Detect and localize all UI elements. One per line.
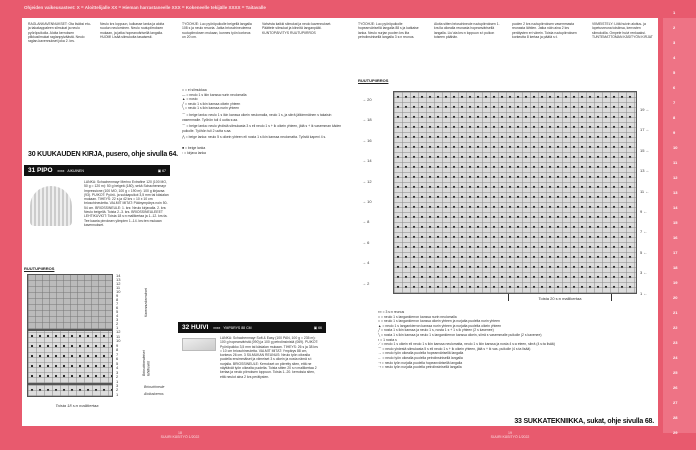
ruler-mark: 22	[673, 325, 678, 330]
ruler-mark: 19	[673, 280, 678, 285]
section-label: Brioschineuleiset lehtikuviot	[142, 350, 151, 376]
huivi-instructions: LANKA: Schachenmayr Soft & Easy (100 PAN, 100 g = 235 m): 100 g hopeanväristä (090) ja 100 g petrolinsinistä (069). PUIKOT: Pyöröpuikko 3,5 mm tai käsialan mukaan. TIHEYS: 26 s ja 38 krs = 10 cm brioschineuletta. VALMIT MITAT: Ympärys 88 cm, korkeus 26 cm. 3 SILMUKAN REUNUS: Neulo työn oikealla puolella ensimmäiset ja viimeiset 3 s oikein ja nosta nämä s:t nurjalla. BRIOSSINEULE: Kerrokset on piirretty siten, että ne näyttävät työn oikealta puolelta. Toista sitten 20 s:n mallikertaa 2 kertaa ja neulo piirroksen loppuun. Toista 1.-20. kerroksia siten, että neulot aina 2 krs perätysten.	[220, 336, 319, 379]
ruler-mark: 5	[673, 70, 676, 75]
photo-page: 66	[318, 325, 322, 330]
ruler-mark: 20	[673, 295, 678, 300]
text-column: TYÖOHJE: Luo pyöröpuikolle hopeanvärisellä langalla 88 s ja katkaise lanka. Neulo nurjan puolen krs ilta petrolinsinisellä langalla 3 s:n reunus.	[358, 22, 419, 39]
legend-item: ▲ = neulo 1 s langankierron kanssa nurin yhteen ja nurjalta puolelta oikein yhteen	[378, 323, 502, 328]
text-column: VIIMEISTELY: Liitä huivin aloitus- ja lopetusreuna toisiinsa, kerrosten silmukoilla. Ompele huivi renkaaksi. TUNTEMATTOMAN KÄSITYÖN KIRJAT	[592, 22, 653, 39]
text-column: Vahvista kaikki silmukat ja neulo kavennukset. Päättele silmukat ja kiinnitä langanpäät. KUNTOPÄIVITYS RUUTUPIIRROS	[262, 22, 332, 35]
page-footer: 18 SUURI KÄSITYÖ 1/2022	[160, 431, 200, 439]
legend-item: ⌒ = beige lanka: neulo yhdistä silmukasta 3 s eli neulo 1 s + ik oikein yhteen, jätä s + ik vasemman käden puikolle. Työhön tuli 2 uutta s:aa.	[182, 124, 342, 133]
text-column: Neulo krs loppuun, kulkasse lanka ja aloita ruudun neulominen. Neulo ruutupiirroksen mukaan, ja jatka hopeanvärisellä langalla. HUOM! Lisää silmukoita tasaisesti.	[100, 22, 165, 39]
size: YMPÄRYS 88 CM	[223, 326, 252, 330]
ruler-mark: 13	[673, 190, 678, 195]
p-tog-icon: ▲	[378, 323, 383, 328]
arrow-petrol-rs-icon: ←	[378, 355, 383, 360]
legend-item: ╲ = neulo 1 s ikin kanssa nurin yhteen	[182, 106, 239, 111]
huivi-title: 32 HUIVI	[182, 324, 209, 331]
ruler-mark: 11	[673, 160, 678, 165]
edge-stitch-icon: ▪▪▪	[378, 310, 383, 314]
legend-item: ⌒ = neulo yhdestä silmukasta 5 s eli neulo 1 s + ik oikein yhteen, jätä s + ik vas. puikolle (4 s:ta lisää)	[378, 346, 531, 351]
brioche-chart	[27, 384, 113, 397]
chart-title: RUUTUPIIRROS	[358, 78, 389, 83]
pipo-title-bar	[24, 165, 170, 176]
purl-icon: —	[182, 92, 187, 97]
legend-item: ⟋ = neulo 1 s oikein eli neulo 1 s ikin kanssa neulomatta, neulo 1 s ikin kanssa ja nosta 4 s:a eteen, siirrä (4 s:ta lisää)	[378, 342, 555, 347]
ruler-mark: 25	[673, 370, 678, 375]
difficulty-legend-band: Ohjeiden vaikeusasteet: X = Aloittelijalle XX = Hieman harrastaneelle XXX = Kokeneelle tekijälle XXXX = Taitavalle	[24, 5, 266, 10]
legend-item: ╲ = nosta 1 s ikin kanssa ja neulo 1 s langankierron kanssa oikein, siirrä s vasemmalle puikolle (2 s kavenee)	[378, 332, 542, 337]
ruler-mark: 23	[673, 340, 678, 345]
ruler-mark: 3	[673, 40, 676, 45]
legend-item: ⇢ = neulo työn nurjalla puolella hopeanvärisellä langalla	[378, 360, 463, 365]
ruler-mark: 18	[673, 265, 678, 270]
purl-icon: □	[378, 314, 381, 319]
ruler-mark: 21	[673, 310, 678, 315]
increase-icon: ⌒	[182, 112, 187, 117]
ruler-mark: 16	[673, 235, 678, 240]
p2tog-icon: ╲	[182, 106, 185, 111]
chart-legend	[378, 310, 650, 370]
arrow-silver-ws-icon: ⇢	[378, 360, 382, 365]
ruler-mark: 6	[673, 85, 676, 90]
row-numbers: 12 11 10 9 8 7 6 5 4 3 2 1	[116, 329, 121, 384]
ruler-mark: 1	[673, 10, 676, 15]
heading-33: 33 SUKKATEKNIIKKA, sukat, ohje sivulla 68.	[514, 418, 654, 425]
legend-item: ⌒ = beige lanka: neulo 1 s ikin kanssa oikein neulomalla, neulo 1 s, ja siirrä jälkimmäinen s takaisin vasemmalle. Työhön tuli 4 uutta s:aa.	[182, 112, 332, 122]
legend-item: □ = neulo 1 s langankierron kanssa oikein yhteen ja nurjalta puolelta nurin yhteen	[378, 319, 500, 324]
legend-item: □ = neulo 1 s langankierron kanssa nurin neulomalla	[378, 314, 457, 319]
difficulty: xxxx	[57, 169, 65, 173]
decrease-icon: ⋀	[182, 135, 186, 140]
legend-item: ▫ = kirjava lanka	[182, 150, 206, 155]
right-page	[348, 18, 658, 426]
section-label: Brioschineule	[144, 385, 165, 389]
legend-item: ▪▪▪ = 3 s:n reunus	[378, 310, 405, 314]
text-column: Aloita sitten brioschineule ruutupiirroksen 1. krs:lla oikealla reunasta hopeanvärisellä langalla. Liu'uta krs:n loppuun s:t puikon toiseen päähän.	[434, 22, 500, 39]
ruler-mark: 7	[673, 100, 676, 105]
ruler-mark: 2	[673, 25, 676, 30]
left-decrease-icon: ╲	[378, 332, 381, 337]
scarf-chart	[393, 91, 637, 294]
left-page	[22, 18, 348, 426]
legend-item: ← = neulo työn oikealla puolella petrolinsinisellä langalla	[378, 355, 463, 360]
legend-item: ╱ = neulo 1 s ikin kanssa oikein yhteen	[182, 101, 241, 106]
page-ruler	[663, 10, 696, 435]
cable-icon: ⟋	[378, 342, 382, 347]
arrow-silver-rs-icon: →	[378, 351, 383, 356]
ruler-mark: 15	[673, 220, 678, 225]
leaf-chart	[27, 330, 113, 384]
chart-title: RUUTUPIIRROS	[24, 266, 55, 271]
ruler-mark: 4	[673, 55, 676, 60]
slip-icon: ▪	[378, 337, 381, 342]
legend-item: □ = ei silmukkaa	[182, 88, 207, 92]
camera-icon: ▣	[157, 168, 162, 173]
camera-icon: ▣	[313, 325, 318, 330]
slip-icon: ▲	[182, 97, 187, 102]
ruler-mark: 24	[673, 355, 678, 360]
size: AIKUINEN	[67, 169, 84, 173]
page-footer: 19 SUURI KÄSITYÖ 1/2022	[490, 431, 530, 439]
photo-page: 67	[162, 168, 166, 173]
legend-item: ╱ = nosta 1 s ikin kanssa ja neulo 1 s, nosta 1 s + 1 s ik yhteen (2 s kavenee)	[378, 328, 494, 333]
increase-icon: ⌒	[378, 346, 383, 351]
ruler-mark: 12	[673, 175, 678, 180]
legend-item: ⋀ = beige lanka: neulo 5 s oikein yhteen eli nosta 1 s ikin kanssa neulomatta. Työstä kapeni 4 s.	[182, 135, 327, 140]
chart-legend	[182, 88, 342, 155]
empty-cell-icon: □	[182, 88, 185, 92]
ruler-mark: 8	[673, 115, 676, 120]
ruler-mark: 28	[673, 415, 678, 420]
difficulty: xxxx	[213, 326, 221, 330]
row-numbers-right: 19 ← 17 ← 15 ← 13 ← 11 ← 9 ← 7 ← 5 ← 3 ← 1 ←	[640, 107, 650, 296]
right-decrease-icon: ╱	[378, 328, 381, 333]
k-tog-icon: □	[378, 319, 381, 324]
ruler-mark: 27	[673, 400, 678, 405]
hat-illustration	[30, 186, 72, 226]
legend-item: ➝ = neulo työn nurjalla puolella petrolinsinisellä langalla	[378, 365, 462, 370]
huivi-title-bar	[178, 322, 326, 333]
ruler-mark: 29	[673, 430, 678, 435]
pipo-title: 31 PIPO	[28, 167, 53, 174]
text-column: puolen 2 krs ruutupiirroksen vasemmasta reunasta lähtien. Jatka näin aina 2 krs perätysten eri värein. Toista ruutupiirroksen korkeutta 8 kertaa ja päätä s:t.	[512, 22, 577, 39]
ruler-mark: 10	[673, 145, 678, 150]
arrow-petrol-ws-icon: ➝	[378, 365, 382, 370]
row-numbers-left: → 20 → 18 → 16 → 14 → 12 → 10 → 8 → 6 → 4 → 2	[362, 97, 372, 286]
section-label: Kavennuskerrokset	[144, 288, 148, 318]
variegated-yarn-icon: ▫	[182, 150, 185, 155]
ruler-mark: 9	[673, 130, 676, 135]
legend-item: ▪ = 1 nosta s	[378, 337, 397, 342]
heading-30: 30 KUUKAUDEN KIRJA, pusero, ohje sivulla 64.	[28, 151, 178, 158]
legend-item: ■ = beige lanka	[182, 145, 206, 150]
section-label: Aloituskerros	[144, 392, 164, 396]
row-numbers: 3 2 1	[116, 383, 119, 397]
repeat-label: Toista 20 s:n mallikertaa	[538, 296, 582, 301]
ruler-mark: 17	[673, 250, 678, 255]
text-column: TYÖOHJE: Luo pyöröpuikolle beigellä langalla 108 s ja neulo resoria. Jatka brioschineuleena ruutupiirroksen mukaan, kunnes työn korkeus on 20 cm.	[182, 22, 252, 39]
beige-yarn-icon: ■	[182, 145, 185, 150]
legend-item: — = neulo 1 s ikin kanssa nurin neulomalla	[182, 92, 247, 97]
repeat-label: Toista 18 s:n mallikertaa	[55, 403, 99, 408]
pipo-instructions: LANKA: Schachenmayr Merino Extrafine 120 (100 MO, 50 g = 120 m): 50 g beigeä (180), sekä Schachenmayr Impressione (100 MO, 100 g = 190 m): 100 g kirjavaa (93). PUIKOT: Pyörö- ja sukkapuikot 3,5 mm tai käsialan mukaan. TIHEYS: 22 s ja 42 krs = 10 x 10 cm brioschineuletta. VALMIT MITAT: Päänympärys noin 50-54 cm. BRIOSSINEULE: 1. krs: Neulo kirjavalla. 2. krs: Neulo beigellä. Toista 2.-3. krs. BRIOSSINEULEEET LEHTIKUVIOT: Toista 18 s:n mallikertaa ja 1.-12. krs:ta. Tee kaaria pirroksen ylimpien 1.-14. krs:ten mukaan kavennukset.	[84, 180, 169, 227]
ruler-mark: 26	[673, 385, 678, 390]
legend-item: → = neulo työn oikealla puolella hopeanvärisellä langalla	[378, 351, 464, 356]
increase3-icon: ⌒	[182, 124, 187, 129]
ruler-mark: 14	[673, 205, 678, 210]
k2tog-icon: ╱	[182, 101, 185, 106]
decrease-chart	[27, 274, 113, 330]
text-column: RAGLANKAVENNUKSET: Ota lisäksi etu- ja takakappaleen silmukat ja neulo pyöröpuikolla. Aloita kerroksen pilkkusilmukat raglanpylväästä. Neulo raglan-kavennukset joka 2. krs.	[28, 22, 91, 44]
legend-item: ▲ = nosto	[182, 97, 198, 102]
row-numbers: 14 13 12 11 10 9 8 7 6 5 4 3 2 1	[116, 273, 121, 330]
scarf-illustration	[182, 338, 216, 351]
